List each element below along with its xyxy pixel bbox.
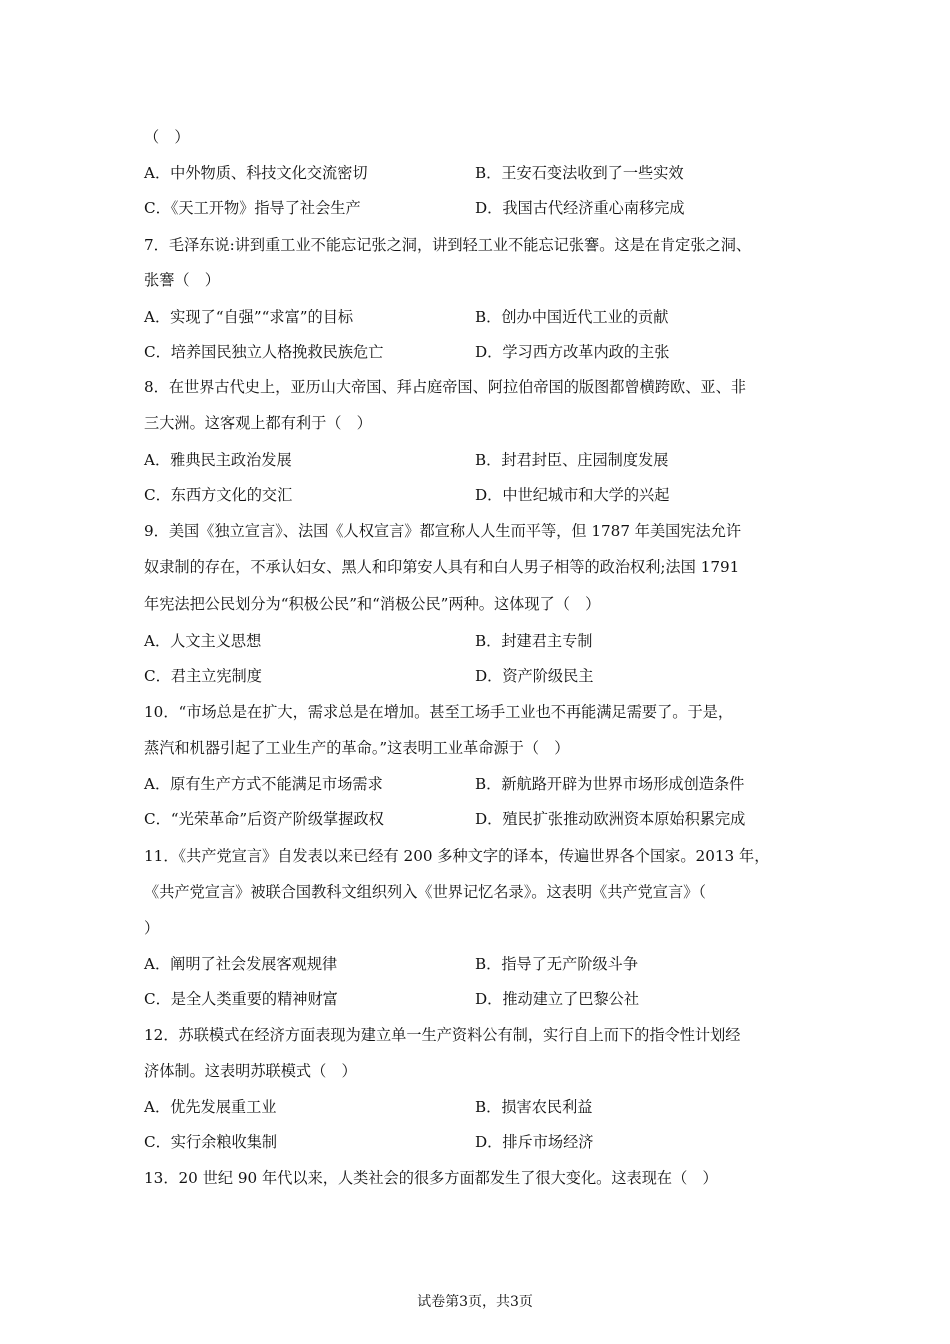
q11-stem-line1: 11．《共产党宣言》自发表以来已经有 200 多种文字的译本，传遍世界各个国家。2013 年， [144, 847, 770, 865]
q9-option-b: B．封建君主专制 [475, 632, 593, 650]
q9-option-d: D．资产阶级民主 [475, 667, 594, 685]
q7-option-b: B．创办中国近代工业的贡献 [475, 308, 669, 326]
q10-option-b: B．新航路开辟为世界市场形成创造条件 [475, 775, 745, 793]
q11-stem-line2: 《共产党宣言》被联合国教科文组织列入《世界记忆名录》。这表明《共产党宣言》（ [144, 883, 706, 901]
q11-option-a: A．阐明了社会发展客观规律 [144, 955, 338, 973]
q7-stem-line2: 张謇（ ） [144, 271, 220, 289]
q12-option-a: A．优先发展重工业 [144, 1098, 277, 1116]
q8-option-d: D．中世纪城市和大学的兴起 [475, 486, 670, 504]
q11-option-c: C．是全人类重要的精神财富 [144, 990, 338, 1008]
q6-option-b: B．王安石变法收到了一些实效 [475, 164, 684, 182]
q10-stem-line2: 蒸汽和机器引起了工业生产的革命。”这表明工业革命源于（ ） [144, 739, 570, 757]
q9-option-a: A．人文主义思想 [144, 632, 262, 650]
q8-option-a: A．雅典民主政治发展 [144, 451, 292, 469]
q9-stem-line2: 奴隶制的存在，不承认妇女、黑人和印第安人具有和白人男子相等的政治权利;法国 1791 [144, 558, 740, 576]
q8-stem-line2: 三大洲。这客观上都有利于（ ） [144, 414, 372, 432]
q10-option-a: A．原有生产方式不能满足市场需求 [144, 775, 383, 793]
question-bracket: （ ） [144, 128, 190, 146]
q11-stem-line3: ） [144, 919, 160, 937]
q9-option-c: C．君主立宪制度 [144, 667, 262, 685]
q8-option-c: C．东西方文化的交汇 [144, 486, 293, 504]
q7-option-a: A．实现了“自强”“求富”的目标 [144, 308, 354, 326]
q6-option-a: A．中外物质、科技文化交流密切 [144, 164, 368, 182]
q8-stem-line1: 8．在世界古代史上，亚历山大帝国、拜占庭帝国、阿拉伯帝国的版图都曾横跨欧、亚、非 [144, 378, 746, 396]
q9-stem-line1: 9．美国《独立宣言》、法国《人权宣言》都宣称人人生而平等，但 1787 年美国宪法允许 [144, 522, 742, 540]
q10-stem-line1: 10．“市场总是在扩大，需求总是在增加。甚至工场手工业也不再能满足需要了。于是， [144, 703, 734, 721]
q6-option-c: C．《天工开物》指导了社会生产 [144, 199, 361, 217]
q8-option-b: B．封君封臣、庄园制度发展 [475, 451, 669, 469]
q6-option-d: D．我国古代经济重心南移完成 [475, 199, 685, 217]
q12-option-d: D．排斥市场经济 [475, 1133, 594, 1151]
q11-option-d: D．推动建立了巴黎公社 [475, 990, 640, 1008]
q9-stem-line3: 年宪法把公民划分为“积极公民”和“消极公民”两种。这体现了（ ） [144, 595, 601, 613]
q12-option-c: C．实行余粮收集制 [144, 1133, 278, 1151]
q12-stem-line1: 12．苏联模式在经济方面表现为建立单一生产资料公有制，实行自上而下的指令性计划经 [144, 1026, 741, 1044]
q10-option-c: C．“光荣革命”后资产阶级掌握政权 [144, 810, 384, 828]
q7-option-d: D．学习西方改革内政的主张 [475, 343, 670, 361]
q13-stem-line1: 13．20 世纪 90 年代以来，人类社会的很多方面都发生了很大变化。这表现在（ ） [144, 1169, 718, 1187]
page-footer: 试卷第3页，共3页 [417, 1294, 533, 1310]
q12-stem-line2: 济体制。这表明苏联模式（ ） [144, 1062, 357, 1080]
q7-option-c: C．培养国民独立人格挽救民族危亡 [144, 343, 384, 361]
q11-option-b: B．指导了无产阶级斗争 [475, 955, 639, 973]
q10-option-d: D．殖民扩张推动欧洲资本原始积累完成 [475, 810, 746, 828]
q12-option-b: B．损害农民利益 [475, 1098, 593, 1116]
q7-stem-line1: 7．毛泽东说:讲到重工业不能忘记张之洞，讲到轻工业不能忘记张謇。这是在肯定张之洞、 [144, 236, 752, 254]
